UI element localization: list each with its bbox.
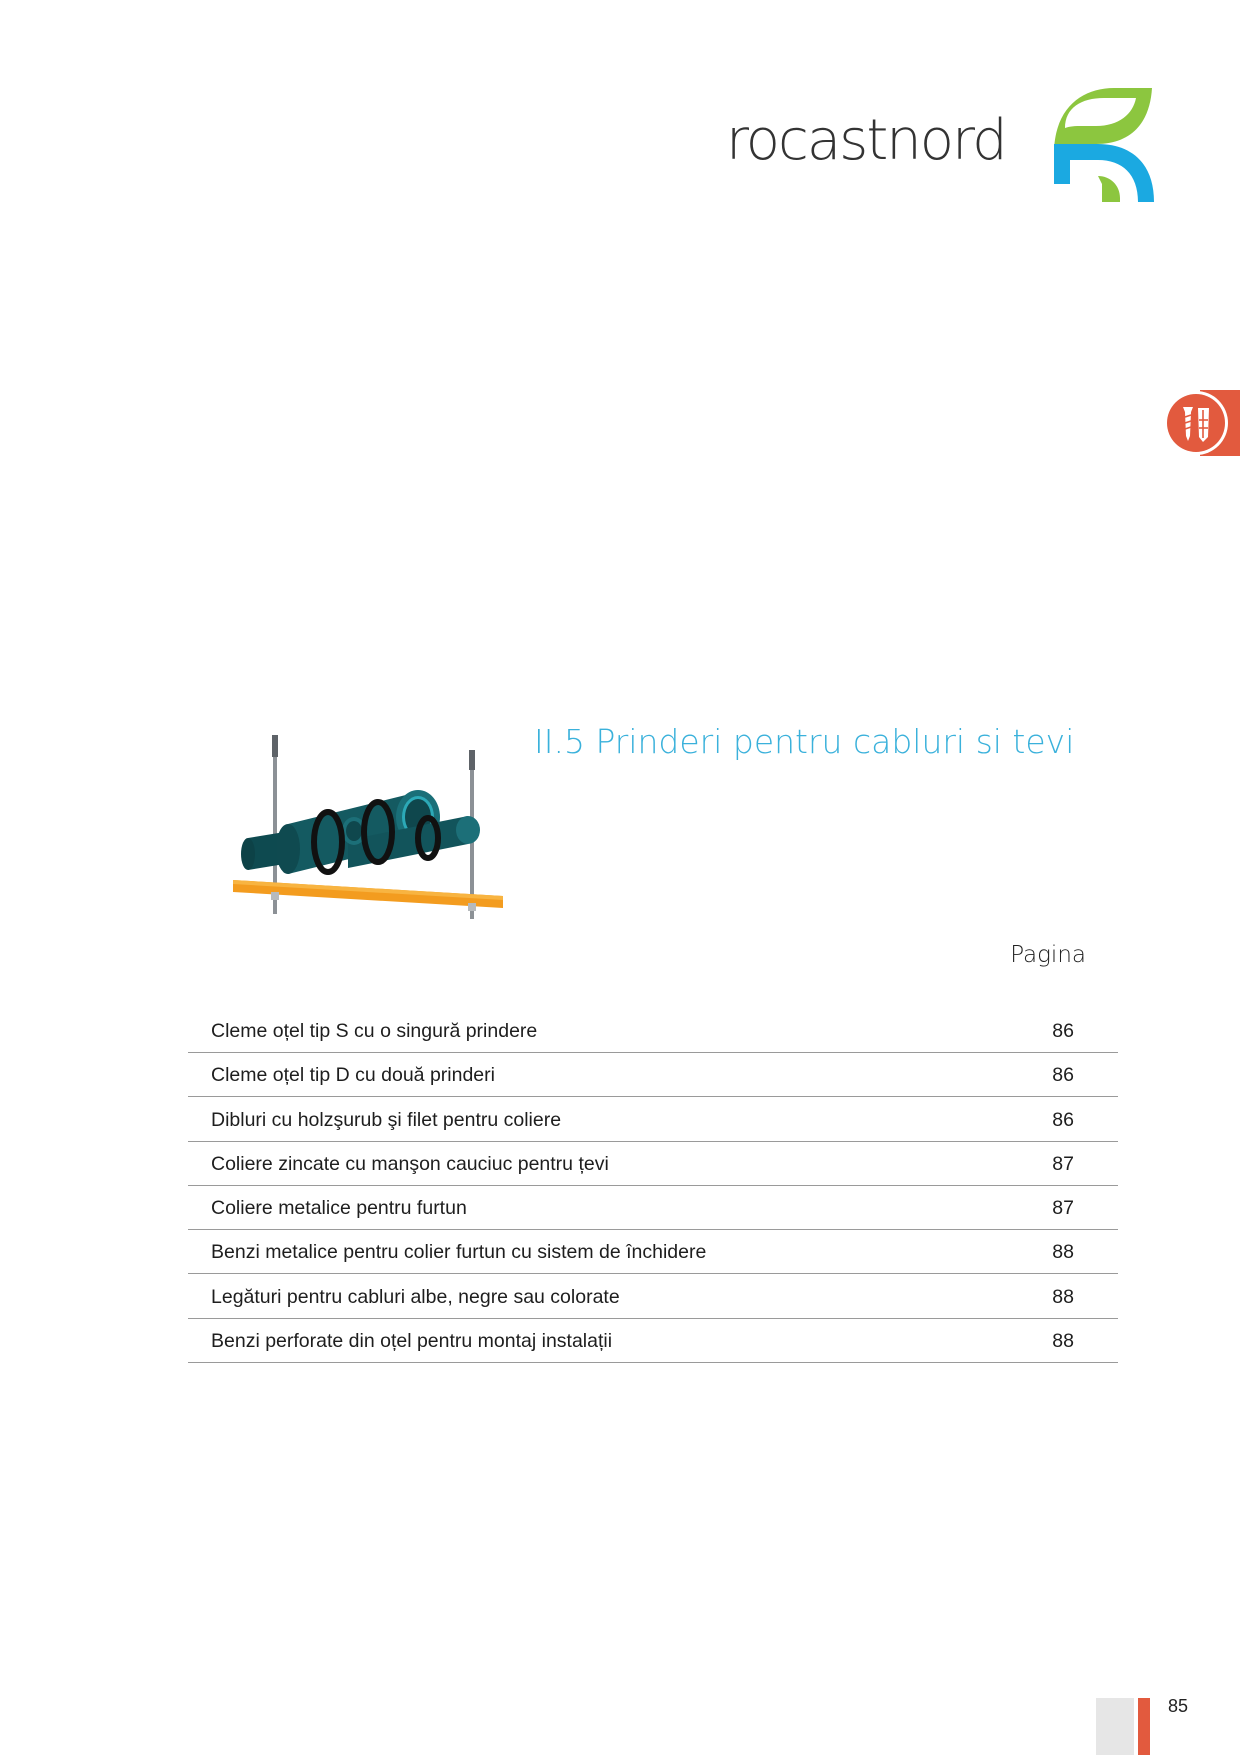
toc-row[interactable] <box>188 1187 1118 1230</box>
toc-item-page: 87 <box>1052 1152 1074 1175</box>
toc-item-title: Coliere metalice pentru furtun <box>211 1197 467 1220</box>
footer-red-bar <box>1138 1698 1150 1755</box>
toc-item-page: 88 <box>1052 1330 1074 1353</box>
brand-logo <box>720 84 1160 204</box>
toc-item-title: Coliere zincate cu manşon cauciuc pentru țevi <box>211 1152 609 1175</box>
toc-item-page: 87 <box>1052 1197 1074 1220</box>
toc-item-page: 88 <box>1052 1285 1074 1308</box>
table-of-contents <box>188 1010 1118 1364</box>
toc-item-title: Benzi metalice pentru colier furtun cu sistem de închidere <box>211 1241 707 1264</box>
page-column-header: Pagina <box>1010 942 1086 968</box>
toc-row[interactable] <box>188 1276 1118 1319</box>
toc-row[interactable] <box>188 1054 1118 1097</box>
toc-item-page: 88 <box>1052 1241 1074 1264</box>
footer-gray-bar <box>1096 1698 1134 1755</box>
brand-name: rocastnord <box>726 108 1006 173</box>
toc-item-title: Benzi perforate din oțel pentru montaj instalații <box>211 1330 613 1353</box>
toc-item-title: Cleme oțel tip S cu o singură prindere <box>211 1020 538 1042</box>
toc-item-title: Dibluri cu holzşurub şi filet pentru coliere <box>211 1108 562 1131</box>
toc-row[interactable] <box>188 1010 1118 1053</box>
brand-leaf-icon <box>1048 84 1154 202</box>
toc-item-page: 86 <box>1052 1108 1074 1131</box>
toc-row[interactable] <box>188 1099 1118 1142</box>
screw-and-dowel-icon <box>1162 390 1240 456</box>
section-tab <box>1162 390 1240 456</box>
toc-row[interactable] <box>188 1143 1118 1186</box>
toc-row[interactable] <box>188 1320 1118 1363</box>
toc-item-page: 86 <box>1052 1064 1074 1087</box>
toc-row[interactable] <box>188 1231 1118 1274</box>
section-title: II.5 Prinderi pentru cabluri si tevi <box>534 722 1075 761</box>
toc-item-title: Cleme oțel tip D cu două prinderi <box>211 1064 495 1087</box>
toc-item-title: Legături pentru cabluri albe, negre sau colorate <box>211 1285 620 1308</box>
toc-item-page: 86 <box>1052 1020 1074 1042</box>
pipe-hanger-illustration <box>228 730 518 925</box>
page-number: 85 <box>1168 1696 1189 1716</box>
